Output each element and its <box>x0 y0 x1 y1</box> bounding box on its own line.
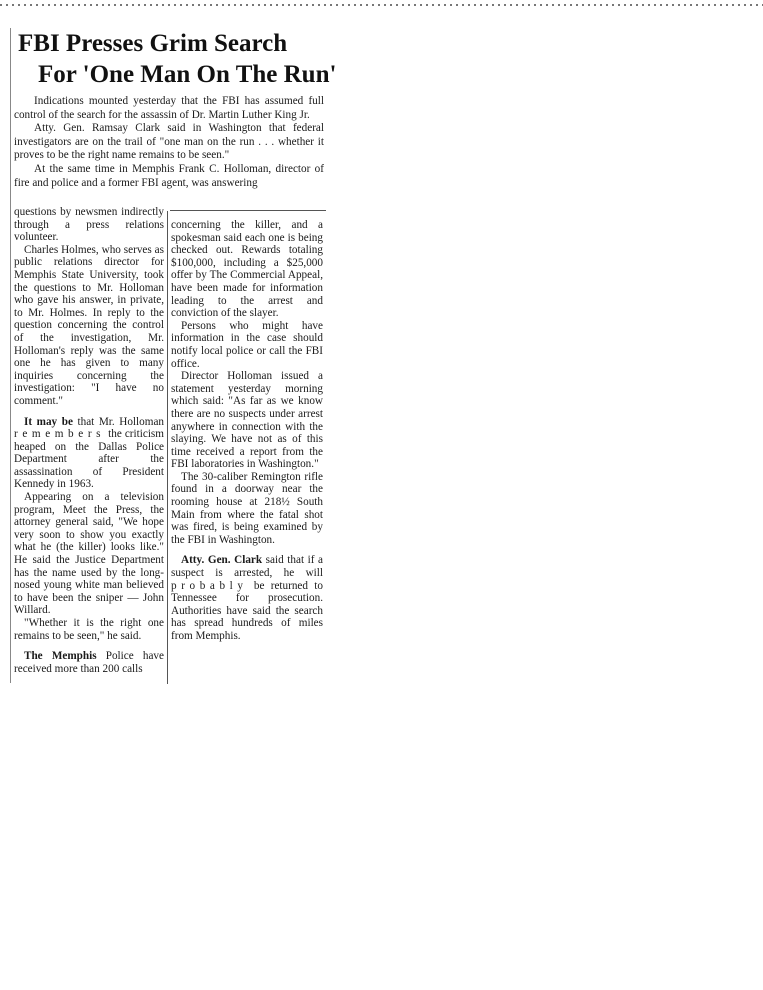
lead-paragraph: Atty. Gen. Ramsay Clark said in Washington that federal investigators are on the trail of "one man on the run . . . whether it proves to be the right name remains to be seen." <box>14 122 324 162</box>
paragraph-text: be returned to Tennessee for prosecution. Authorities have said the search has spread hundreds of miles from Memphis. <box>171 579 323 642</box>
letterspaced-word: remembers <box>14 428 106 441</box>
headline-line-2: For 'One Man On The Run' <box>38 61 337 88</box>
dotted-top-border <box>0 4 763 6</box>
body-paragraph <box>14 416 164 492</box>
body-paragraph: concerning the killer, and a spokesman said each one is being checked out. Rewards totaling $100,000, including a $25,000 offer by The Commercial Appeal, have been made for information leading to the arrest and conviction of the slayer. <box>171 219 323 320</box>
run-in-lead: It may be <box>24 415 73 428</box>
body-paragraph: Charles Holmes, who serves as public relations director for Memphis State University, took the questions to Mr. Holloman who gave his answer, in private, to Mr. Holmes. In reply to the question concerning the control of the investigation, Mr. Holloman's reply was the same one he has given to many inquiries concerning the investigation: "I have no comment." <box>14 243 164 407</box>
headline <box>12 28 342 90</box>
run-in-lead: Atty. Gen. Clark <box>181 554 263 567</box>
lead-paragraph: Indications mounted yesterday that the FBI has assumed full control of the search for the assassin of Dr. Martin Luther King Jr. <box>14 95 324 121</box>
body-paragraph: Director Holloman issued a statement yesterday morning which said: "As far as we know there are no suspects under arrest anywhere in connection with the slaying. We have not as of this time received a report from the FBI laboratories in Washington." <box>171 370 323 471</box>
paragraph-text: the criticism heaped on the Dallas Police Department after the assassination of President Kennedy in 1963. <box>14 428 164 491</box>
column-divider <box>167 211 168 684</box>
paragraph-text: Police have received more than 200 calls <box>14 650 164 675</box>
body-paragraph: "Whether it is the right one remains to be seen," he said. <box>14 617 164 642</box>
body-paragraph <box>14 650 164 675</box>
lead-paragraph: At the same time in Memphis Frank C. Holloman, director of fire and police and a former FBI agent, was answering <box>14 162 324 189</box>
body-paragraph: Persons who might have information in the case should notify local police or call the FBI office. <box>171 319 323 370</box>
body-paragraph: The 30-caliber Remington rifle found in a doorway near the rooming house at 218½ South Main from where the fatal shot was fired, is being examined by the FBI in Washington. <box>171 470 323 546</box>
column-left <box>14 206 164 675</box>
headline-line-1: FBI Presses Grim Search <box>18 30 288 57</box>
column-right <box>171 219 323 643</box>
run-in-lead: The Memphis <box>24 650 97 663</box>
column-top-rule <box>170 210 326 211</box>
paragraph-text: said that if a suspect is arrested, he will <box>171 554 323 580</box>
body-paragraph: questions by newsmen indirectly through a press relations volunteer. <box>14 206 164 244</box>
lead-section <box>14 95 324 190</box>
body-paragraph: Appearing on a television program, Meet the Press, the attorney general said, "We hope very soon to show you exactly what he (the killer) looks like." He said the Justice Department has the name used by the long-nosed young white man believed to have been the sniper — John Willard. <box>14 491 164 617</box>
letterspaced-word: probably <box>171 579 248 592</box>
paragraph-text: that Mr. Holloman <box>72 415 165 428</box>
clipping-edge-rule <box>10 28 11 683</box>
body-paragraph <box>171 554 323 642</box>
